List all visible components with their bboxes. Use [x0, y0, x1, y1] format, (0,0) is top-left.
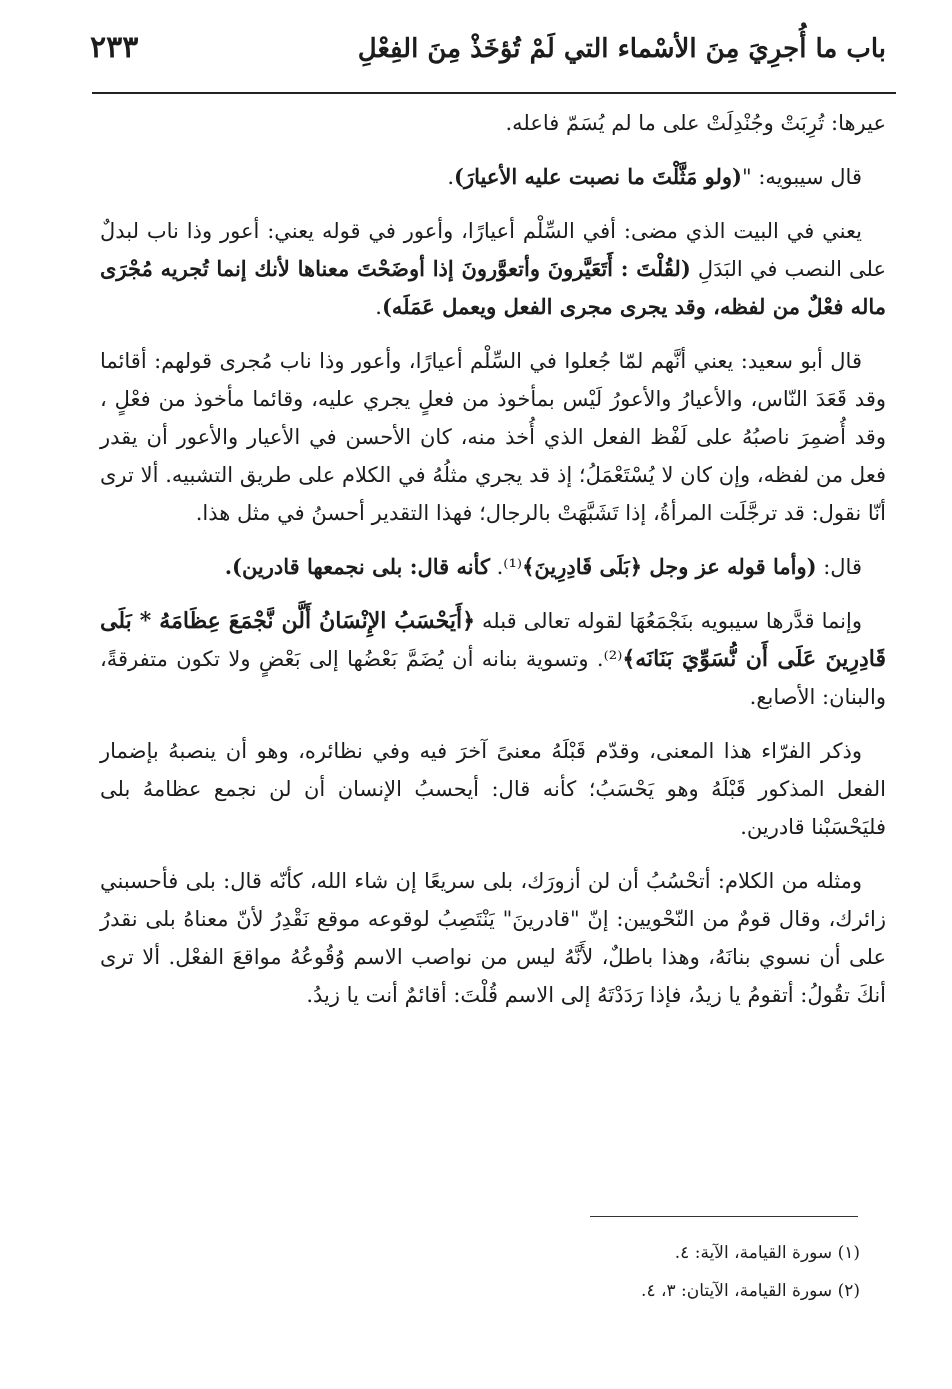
- paragraph-text: ومثله من الكلام: أتحْسُبُ أن لن أزورَك، بلى سريعًا إن شاء الله، كأنّه قال: بلى فأحسبني زائرك، وقال قومٌ من النّحْويين: إنّ "قادرينَ" يَنْتَصِبُ لوقوعه موقع نَقْدِرُ لأنّ معناهُ بلى نقدرُ على أن نسوي بنانَهُ، وهذا باطلٌ، لأَنَّهُ ليس من نواصب الاسم وُقُوعُهُ مواقعَ الفعْل. ألا ترى أنكَ تقُولُ: أتقومُ يا زيدُ، فإذا رَدَدْتَهُ إلى الاسم قُلْتَ: أقائمٌ أنت يا زيدُ.: [100, 869, 886, 1007]
- sibawayh-quote: (لقُلْتَ : أَتَعَيَّرونَ وأتعوَّرونَ إذا أوضَحْتَ معناها لأنك إنما تُجريه مُجْرَى ماله فعْلٌ من لفظه، وقد يجرى مجرى الفعل ويعمل عَمَلَه): [100, 256, 886, 319]
- paragraph-text: قال أبو سعيد: يعني أنَّهم لمّا جُعلوا في السِّلْم أعيارًا، وأعور وذا ناب مُجرى قولهم: أقائما وقد قَعَدَ النّاس، والأعيارُ والأعورُ لَيْس بمأخوذ من فعلٍ يجري عليه، وقائما مأخوذ من فعْلٍ ، وقد أُضمِرَ ناصبُهُ على لَفْظ الفعل الذي أُخذ منه، كان الأحسن في الأعيار والأعور أن يقدر فعل من لفظه، وإن كان لا يُسْتَعْمَلُ؛ إذ قد يجري مثلُهُ في الكلام على طريق التشبيه. ألا ترى أنّا نقول: قد ترجَّلَت المرأةُ، إذا تَشَبَّهَتْ بالرجال؛ فهذا التقدير أحسنُ في مثل هذا.: [100, 349, 886, 525]
- paragraph: [100, 104, 886, 142]
- sibawayh-quote: كأنه قال: بلى نجمعها قادرين).: [224, 554, 490, 579]
- paragraph: [100, 158, 886, 196]
- footnote-rule: [590, 1216, 858, 1217]
- header-rule: [92, 92, 896, 94]
- paragraph: [100, 862, 886, 1014]
- footnotes: [300, 1234, 860, 1310]
- paragraph-text: .: [447, 165, 455, 189]
- paragraph: [100, 732, 886, 846]
- sibawayh-quote: (ولو مَثَّلْتَ ما نصبت عليه الأعيارَ): [454, 164, 742, 189]
- paragraph-text: .: [375, 295, 382, 319]
- paragraph-text: وإنما قدَّرها سيبويه بنَجْمَعُهَا لقوله تعالى قبله: [474, 609, 862, 633]
- paragraph-text: عيرها: تُرِبَتْ وجُنْدِلَتْ على ما لم يُسَمّ فاعله.: [505, 111, 886, 135]
- paragraph-text: وذكر الفرّاء هذا المعنى، وقدّم قَبْلَهُ معنىً آخرَ فيه وفي نظائره، وهو أن ينصبهُ بإضمار الفعل المذكور قَبْلَهُ وهو يَحْسَبُ؛ كأنه قال: أيحسبُ الإنسان أن لن نجمع عظامهُ بلى فليَحْسَبْنا قادرين.: [100, 739, 886, 839]
- paragraph: [100, 342, 886, 532]
- quran-verse: ﴿أَيَحْسَبُ الإِنْسَانُ أَلَّن نَّجْمَعَ عِظَامَهُ * بَلَى قَادِرِينَ عَلَى أَن نُّسَوِّيَ بَنَانَه﴾: [100, 608, 886, 672]
- footnote-2: (٢) سورة القيامة، الآيتان: ٣، ٤.: [641, 1281, 860, 1301]
- footnote-1: (١) سورة القيامة، الآية: ٤.: [674, 1243, 860, 1263]
- paragraph: [100, 602, 886, 716]
- paragraph-text: ⁽¹⁾.: [489, 555, 523, 579]
- paragraph-text: يعني في البيت الذي مضى: أفي السِّلْم أعيارًا، وأعور في قوله يعني: أعور وذا ناب لبدلٌ على النصب في البَدَلِ: [100, 219, 886, 281]
- paragraph-text: ⁽²⁾. وتسوية بنانه أن يُضَمَّ بَعْضُها إلى بَعْضٍ ولا تكون متفرقةً، والبنان: الأصابع.: [100, 647, 886, 709]
- paragraph-text: قال سيبويه: ": [741, 165, 862, 189]
- main-text: [100, 104, 886, 1030]
- page-header: [90, 20, 886, 96]
- paragraph-text: قال:: [816, 555, 862, 579]
- running-title: باب ما أُجرِيَ مِنَ الأسْماء التي لَمْ تُؤخَذْ مِنَ الفِعْلِ: [357, 34, 886, 64]
- sibawayh-quote: (وأما قوله عز وجل ﴿بَلَى قَادِرِينَ﴾: [522, 554, 817, 579]
- page-number: ٢٣٣: [90, 30, 139, 65]
- paragraph: [100, 548, 886, 586]
- paragraph: [100, 212, 886, 326]
